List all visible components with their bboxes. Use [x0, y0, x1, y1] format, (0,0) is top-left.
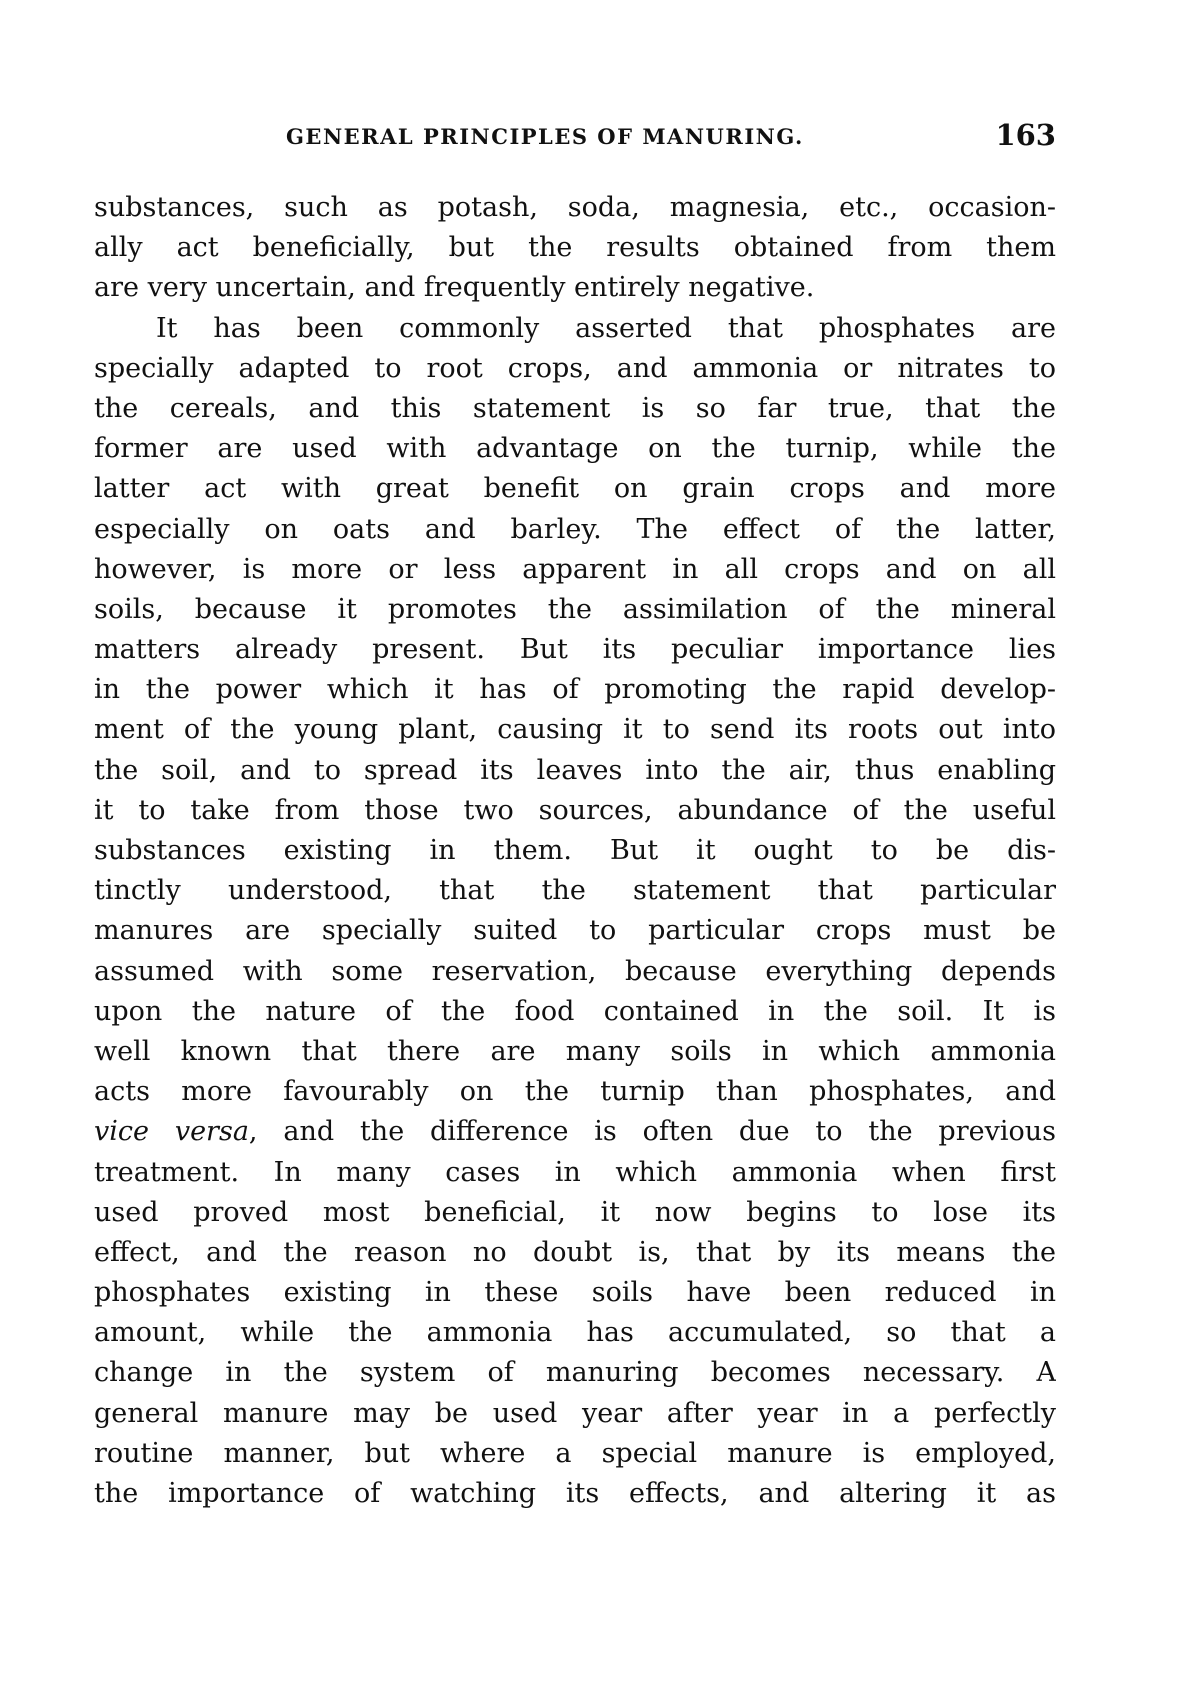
page-number: 163	[995, 118, 1056, 152]
text-line: especially on oats and barley. The effect of the latter,	[94, 513, 1056, 545]
text-line: it to take from those two sources, abundance of the useful	[94, 794, 1056, 826]
text-line: the importance of watching its effects, and altering it as	[94, 1478, 1056, 1509]
text-line: the cereals, and this statement is so far true, that the	[94, 392, 1056, 424]
text-line: treatment. In many cases in which ammonia when first	[94, 1156, 1056, 1188]
text-line: the soil, and to spread its leaves into the air, thus enabling	[94, 754, 1056, 786]
text-line: upon the nature of the food contained in the soil. It is	[94, 995, 1056, 1027]
text-line: ment of the young plant, causing it to send its roots out into	[94, 714, 1056, 746]
text-line: acts more favourably on the turnip than phosphates, and	[94, 1076, 1056, 1108]
text-line: phosphates existing in these soils have been reduced in	[94, 1277, 1056, 1309]
text-line: effect, and the reason no doubt is, that by its means the	[94, 1236, 1056, 1268]
text-line: substances, such as potash, soda, magnesia, etc., occasion-	[94, 192, 1056, 223]
text-line	[94, 1112, 1056, 1152]
text-line: are very uncertain, and frequently entirely negative.	[94, 272, 815, 304]
text-line: tinctly understood, that the statement that particular	[94, 875, 1056, 907]
text-line: ally act beneficially, but the results obtained from them	[94, 232, 1056, 264]
text-line: It has been commonly asserted that phosphates are	[156, 312, 1056, 344]
text-line: amount, while the ammonia has accumulated, so that a	[94, 1317, 1056, 1349]
running-title: GENERAL PRINCIPLES OF MANURING.	[286, 124, 804, 149]
text-line: specially adapted to root crops, and ammonia or nitrates to	[94, 352, 1056, 384]
italic-phrase: vice versa	[94, 1116, 249, 1148]
text-line: matters already present. But its peculiar importance lies	[94, 634, 1056, 666]
page-header	[96, 118, 1056, 158]
text-line: soils, because it promotes the assimilation of the mineral	[94, 593, 1056, 625]
text-line: routine manner, but where a special manure is employed,	[94, 1437, 1056, 1469]
text-line: however, is more or less apparent in all crops and on all	[94, 553, 1056, 585]
text-line: assumed with some reservation, because everything depends	[94, 955, 1056, 987]
text-line: well known that there are many soils in which ammonia	[94, 1035, 1056, 1067]
text-line-rest: , and the difference is often due to the previous	[248, 1116, 1056, 1148]
text-line: general manure may be used year after year in a perfectly	[94, 1397, 1056, 1429]
text-line: manures are specially suited to particular crops must be	[94, 915, 1056, 947]
text-line: change in the system of manuring becomes necessary. A	[94, 1357, 1056, 1389]
text-line: in the power which it has of promoting the rapid develop-	[94, 674, 1056, 706]
text-line: latter act with great benefit on grain crops and more	[94, 473, 1056, 505]
text-line: former are used with advantage on the turnip, while the	[94, 433, 1056, 465]
text-line: used proved most beneficial, it now begins to lose its	[94, 1196, 1056, 1228]
body-text	[94, 188, 1056, 1514]
text-line: substances existing in them. But it ought to be dis-	[94, 835, 1056, 866]
